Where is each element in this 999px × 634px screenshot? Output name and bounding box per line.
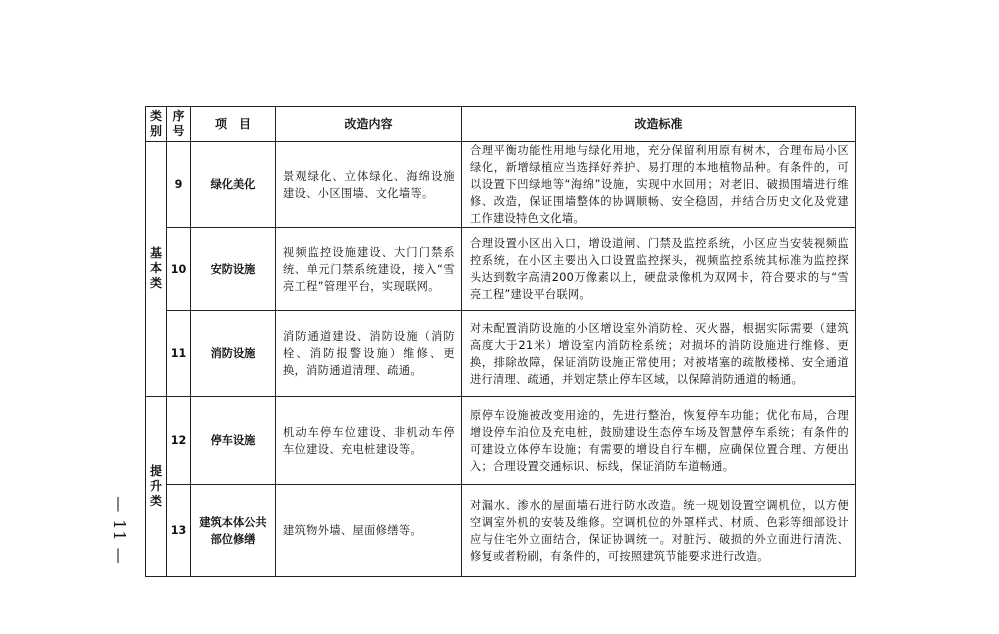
renovation-standards-table: [145, 106, 856, 577]
category-cell-upgrade: [146, 397, 167, 577]
category-cell-basic: [146, 142, 167, 397]
row-number: 11: [167, 311, 191, 397]
row-content: 视频监控设施建设、大门门禁系统、单元门禁系统建设，接入“雪亮工程”管理平台，实现联网。: [276, 228, 462, 311]
category-label: 基本类: [149, 246, 162, 290]
row-number: 13: [167, 485, 191, 577]
row-content: 景观绿化、立体绿化、海绵设施建设、小区围墙、文化墙等。: [276, 142, 462, 228]
row-item: 消防设施: [191, 311, 276, 397]
header-standard: 改造标准: [462, 107, 856, 142]
row-content: 建筑物外墙、屋面修缮等。: [276, 485, 462, 577]
row-item: 建筑本体公共部位修缮: [191, 485, 276, 577]
table-row: [146, 311, 856, 397]
category-label: 提升类: [149, 463, 162, 508]
row-content: 消防通道建设、消防设施（消防栓、消防报警设施）维修、更换，消防通道清理、疏通。: [276, 311, 462, 397]
row-number: 12: [167, 397, 191, 485]
table-header-row: [146, 107, 856, 142]
row-item: 绿化美化: [191, 142, 276, 228]
row-standard: 合理设置小区出入口，增设道闸、门禁及监控系统，小区应当安装视频监控系统，在小区主要出入口设置监控探头，视频监控系统其标准为监控探头达到数字高清200万像素以上，硬盘录像机为双网卡，符合要求的与“雪亮工程”建设平台联网。: [462, 228, 856, 311]
row-item: 安防设施: [191, 228, 276, 311]
row-standard: 合理平衡功能性用地与绿化用地，充分保留利用原有树木，合理布局小区绿化，新增绿植应当选择好养护、易打理的本地植物品种。有条件的，可以设置下凹绿地等“海绵”设施，实现中水回用；对老旧、破损围墙进行维修、改造，保证围墙整体的协调顺畅、安全稳固，并结合历史文化及党建工作建设特色文化墙。: [462, 142, 856, 228]
header-number: 序号: [167, 107, 191, 142]
row-number: 10: [167, 228, 191, 311]
row-content: 机动车停车位建设、非机动车停车位建设、充电桩建设等。: [276, 397, 462, 485]
header-item: 项 目: [191, 107, 276, 142]
row-standard: 对漏水、渗水的屋面墙石进行防水改造。统一规划设置空调机位，以方便空调室外机的安装及维修。空调机位的外罩样式、材质、色彩等细部设计应与住宅外立面结合，保证协调统一。对脏污、破损的外立面进行清洗、修复或者粉刷，有条件的，可按照建筑节能要求进行改造。: [462, 485, 856, 577]
row-number: 9: [167, 142, 191, 228]
row-item: 停车设施: [191, 397, 276, 485]
table-row: [146, 228, 856, 311]
table-row: [146, 485, 856, 577]
row-standard: 原停车设施被改变用途的，先进行整治，恢复停车功能；优化布局，合理增设停车泊位及充电桩，鼓励建设生态停车场及智慧停车系统；有条件的可建设立体停车设施；有需要的增设自行车棚，应确保位置合理、方便出入；合理设置交通标识、标线，保证消防车道畅通。: [462, 397, 856, 485]
page-number-text: — 11 —: [109, 495, 129, 565]
table-row: [146, 142, 856, 228]
row-standard: 对未配置消防设施的小区增设室外消防栓、灭火器，根据实际需要（建筑高度大于21米）增设室内消防栓系统；对损坏的消防设施进行维修、更换，排除故障，保证消防设施正常使用；对被堵塞的疏散楼梯、安全通道进行清理、疏通，并划定禁止停车区域，以保障消防通道的畅通。: [462, 311, 856, 397]
header-content: 改造内容: [276, 107, 462, 142]
header-category: 类别: [146, 107, 167, 142]
page-number: [111, 470, 127, 590]
table-row: [146, 397, 856, 485]
